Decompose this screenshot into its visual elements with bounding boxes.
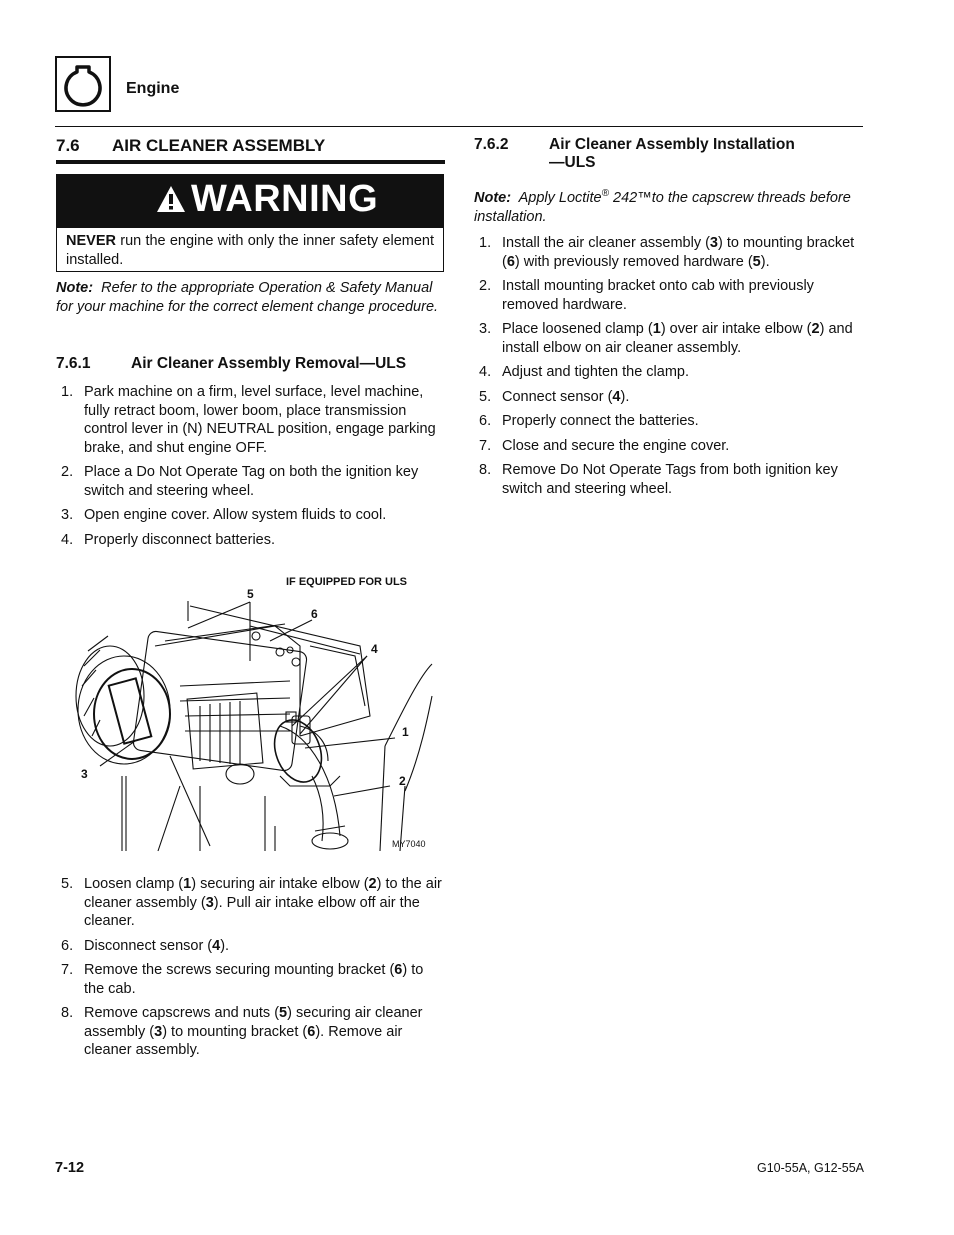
warning-triangle-icon	[155, 184, 187, 214]
removal-steps-a	[56, 383, 446, 555]
list-item: 8. Remove capscrews and nuts (5) securing air cleaner assembly (3) to mounting bracket (6). Remove air cleaner assembly.	[61, 1005, 423, 1058]
list-item: 2. Place a Do Not Operate Tag on both the ignition key switch and steering wheel.	[61, 464, 419, 499]
note-element-change	[56, 279, 446, 317]
callout-1: 1	[402, 725, 409, 739]
section-number: 7.6	[56, 136, 80, 155]
list-item: 4. Properly disconnect batteries.	[61, 531, 276, 548]
removal-number: 7.6.1	[56, 355, 91, 372]
section-rule	[56, 160, 445, 164]
callout-3: 3	[81, 767, 88, 781]
warning-body: run the engine with only the inner safety element installed.	[66, 233, 434, 268]
warning-text	[66, 232, 434, 270]
list-item: 6. Disconnect sensor (4).	[61, 937, 230, 954]
note-label: Note:	[56, 280, 94, 296]
note-label: Note:	[474, 189, 512, 206]
header-divider	[55, 126, 863, 127]
list-item: 4. Adjust and tighten the clamp.	[479, 364, 690, 380]
section-heading	[56, 136, 325, 156]
warning-title: WARNING	[191, 178, 379, 220]
installation-steps	[474, 234, 864, 504]
list-item: 8. Remove Do Not Operate Tags from both ignition key switch and steering wheel.	[479, 462, 838, 497]
removal-title: Air Cleaner Assembly Removal—ULS	[131, 355, 407, 372]
note-text: Refer to the appropriate Operation & Safety Manual for your machine for the correct element change procedure.	[56, 280, 439, 315]
installation-number: 7.6.2	[474, 136, 509, 153]
figure-caption: IF EQUIPPED FOR ULS	[286, 576, 408, 588]
list-item: 3. Open engine cover. Allow system fluids to cool.	[61, 507, 387, 523]
list-item: 7. Remove the screws securing mounting bracket (6) to the cab.	[61, 962, 424, 997]
note-loctite: Note: Apply Loctite® 242™to the capscrew threads before installation.	[474, 188, 851, 225]
list-item: 1. Park machine on a firm, level surface, level machine, fully retract boom, lower boom, place transmission control lever in (N) NEUTRAL position, engage parking brake, and shut engine OFF.	[61, 384, 436, 456]
engine-logo-icon	[55, 56, 111, 112]
page-number: 7-12	[55, 1160, 85, 1176]
air-cleaner-figure	[60, 586, 440, 861]
list-item: 5. Connect sensor (4).	[479, 388, 630, 405]
removal-heading	[56, 355, 406, 373]
list-item: 2. Install mounting bracket onto cab with previously removed hardware.	[479, 278, 814, 313]
installation-title-line2: —ULS	[549, 154, 596, 171]
removal-steps-b	[56, 875, 446, 1066]
callout-5: 5	[247, 587, 254, 601]
warning-box	[56, 174, 444, 272]
installation-title-line1: Air Cleaner Assembly Installation	[549, 136, 795, 153]
callout-6: 6	[311, 607, 318, 621]
figure-code: MY7040	[392, 839, 426, 849]
section-title: AIR CLEANER ASSEMBLY	[112, 136, 326, 155]
callout-4: 4	[371, 642, 378, 656]
callout-2: 2	[399, 774, 406, 788]
warning-header	[57, 175, 443, 228]
list-item: 6. Properly connect the batteries.	[479, 413, 699, 429]
model-numbers: G10-55A, G12-55A	[757, 1161, 865, 1175]
list-item: 1. Install the air cleaner assembly (3) to mounting bracket (6) with previously removed hardware (5).	[479, 235, 855, 270]
list-item: 3. Place loosened clamp (1) over air intake elbow (2) and install elbow on air cleaner assembly.	[479, 321, 853, 356]
list-item: 5. Loosen clamp (1) securing air intake elbow (2) to the air cleaner assembly (3). Pull air intake elbow off air the cleaner.	[61, 876, 442, 929]
chapter-title: Engine	[126, 80, 180, 97]
list-item: 7. Close and secure the engine cover.	[479, 437, 730, 454]
installation-heading	[474, 136, 795, 172]
warning-lead: NEVER	[66, 233, 116, 249]
